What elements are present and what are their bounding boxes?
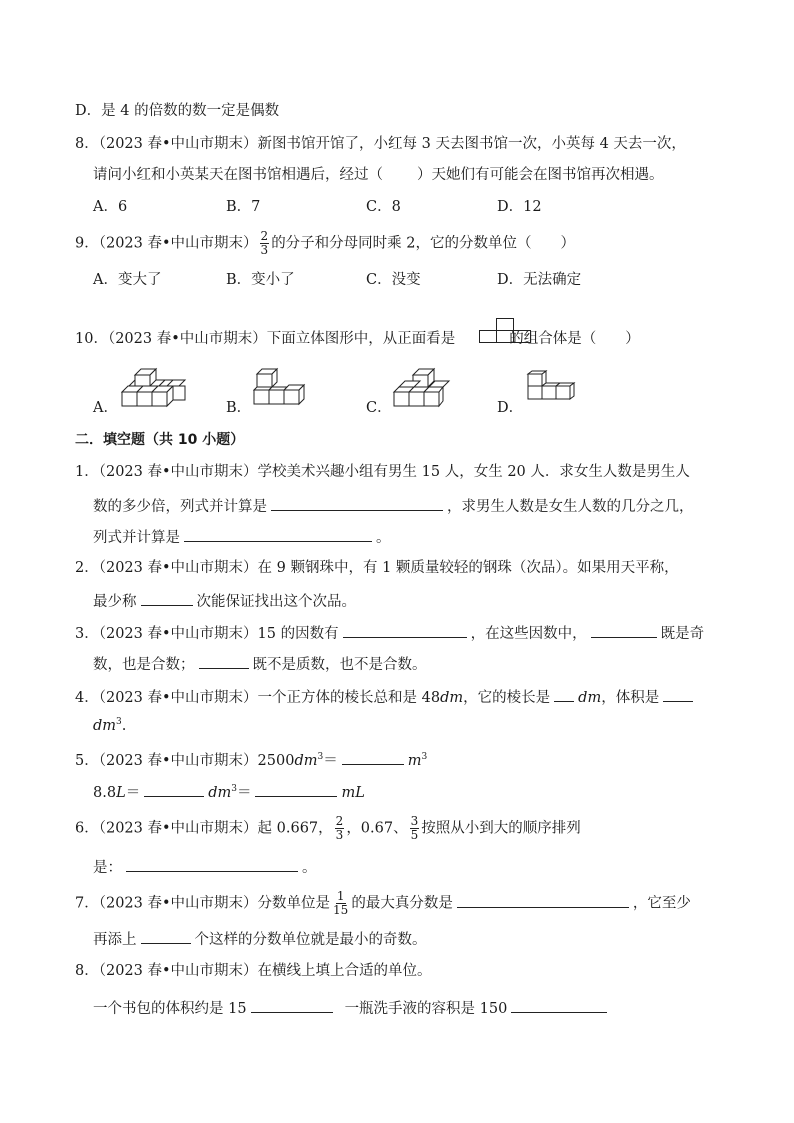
- q10-suffix: 的组合体是（ ）: [509, 331, 640, 347]
- f8-blank-1[interactable]: [251, 997, 333, 1013]
- f4-line1: 4．（2023 春•中山市期末）一个正方体的棱长总和是 48dm，它的棱长是 dm，体积是: [75, 686, 697, 708]
- f8-line2: 一个书包的体积约是 15 一瓶洗手液的容积是 150: [93, 997, 611, 1019]
- f5-line2: $8.8L= dm^3=$ mL: [93, 781, 365, 803]
- f1-line1: 1．（2023 春•中山市期末）学校美术兴趣小组有男生 15 人，女生 20 人．求女生人数是男生人: [75, 464, 690, 480]
- f4-line2: $dm^3$.: [93, 717, 127, 734]
- f3-blank-1[interactable]: [343, 622, 467, 638]
- q8-option-a[interactable]: A．6: [93, 199, 128, 215]
- f6-line1: 6．（2023 春•中山市期末）起 0.667， $\frac{2}{3}$ ，0.67、 $\frac{3}{5}$ 按照从小到大的顺序排列: [75, 814, 581, 842]
- q9-option-a[interactable]: A．变大了: [93, 272, 162, 288]
- f2-line2: 最少称 次能保证找出这个次品。: [93, 590, 356, 612]
- q10-option-d[interactable]: D．: [497, 400, 524, 416]
- prev-option-d: D．是 4 的倍数的数一定是偶数: [75, 103, 280, 119]
- q10-prefix: 10．（2023 春•中山市期末）下面立体图形中，从正面看是: [75, 331, 456, 347]
- f4-blank-1[interactable]: [554, 686, 574, 702]
- q9-prefix: 9．（2023 春•中山市期末）: [75, 235, 258, 252]
- f7-blank-2[interactable]: [141, 928, 191, 944]
- f3-line2: 数，也是合数； 既不是质数，也不是合数。: [93, 653, 427, 675]
- q10-option-c-solid-figure: [391, 366, 457, 410]
- q9-option-b[interactable]: B．变小了: [226, 272, 295, 288]
- q10-option-a-solid-figure: [121, 366, 187, 410]
- f5-blank-3[interactable]: [255, 781, 337, 797]
- section-2-title: 二．填空题（共 10 小题）: [75, 432, 245, 448]
- f2-line1: 2．（2023 春•中山市期末）在 9 颗钢珠中，有 1 颗质量较轻的钢珠（次品）。如果用天平称，: [75, 560, 679, 576]
- f6-fraction-1: $\frac{2}{3}$: [335, 814, 344, 842]
- f8-line1: 8．（2023 春•中山市期末）在横线上填上合适的单位。: [75, 963, 432, 979]
- q10-option-a[interactable]: A．: [93, 400, 118, 416]
- q9-suffix: 的分子和分母同时乘 2，它的分数单位（ ）: [271, 235, 576, 252]
- f2-blank[interactable]: [141, 590, 193, 606]
- f1-line2: 数的多少倍，列式并计算是 ，求男生人数是女生人数的几分之几，: [93, 495, 694, 517]
- q8-line1: 8．（2023 春•中山市期末）新图书馆开馆了，小红每 3 天去图书馆一次，小英每 4 天去一次，: [75, 136, 686, 152]
- f3-line1: 3．（2023 春•中山市期末）15 的因数有 ，在这些因数中， 既是奇: [75, 622, 704, 644]
- q9-fraction: $\frac{2}{3}$: [260, 229, 269, 257]
- f1-blank-1[interactable]: [271, 495, 443, 511]
- f6-blank[interactable]: [126, 856, 298, 872]
- q8-option-c[interactable]: C．8: [366, 199, 401, 215]
- q10-option-b[interactable]: B．: [226, 400, 252, 416]
- f7-line2: 再添上 个这样的分数单位就是最小的奇数。: [93, 928, 427, 950]
- q8-line2: [93, 165, 664, 185]
- f5-blank-2[interactable]: [144, 781, 204, 797]
- f6-fraction-2: $\frac{3}{5}$: [410, 814, 419, 842]
- f5-blank-1[interactable]: [342, 749, 404, 765]
- q8-text-a: 请问小红和小英某天在图书馆相遇后，经过（: [93, 167, 383, 183]
- f1-line3: 列式并计算是 。: [93, 526, 391, 548]
- f4-blank-2[interactable]: [663, 686, 693, 702]
- f3-blank-2[interactable]: [591, 622, 657, 638]
- q10-line1: [75, 329, 640, 349]
- q9-line1: [75, 230, 575, 257]
- f7-blank-1[interactable]: [457, 892, 629, 908]
- q10-option-d-solid-figure: [526, 370, 586, 410]
- q8-option-d[interactable]: D．12: [497, 199, 542, 215]
- q9-option-c[interactable]: C．没变: [366, 272, 421, 288]
- q8-text-b: ）天她们有可能会在图书馆再次相遇。: [417, 167, 664, 183]
- f3-blank-3[interactable]: [199, 653, 249, 669]
- f5-line1: 5．（2023 春•中山市期末）$2500dm^3= m^3$: [75, 749, 427, 771]
- f8-blank-2[interactable]: [511, 997, 607, 1013]
- q10-option-c[interactable]: C．: [366, 400, 392, 416]
- f6-line2: 是： 。: [93, 856, 317, 878]
- f1-blank-2[interactable]: [184, 526, 372, 542]
- f7-fraction: $\frac{1}{15}$: [333, 889, 349, 917]
- q9-option-d[interactable]: D．无法确定: [497, 272, 582, 288]
- q10-option-b-solid-figure: [253, 366, 315, 410]
- front-view-figure: [479, 318, 531, 344]
- f7-line1: 7．（2023 春•中山市期末）分数单位是 $\frac{1}{15}$ 的最大真分数是 ，它至少: [75, 889, 691, 917]
- q8-option-b[interactable]: B．7: [226, 199, 261, 215]
